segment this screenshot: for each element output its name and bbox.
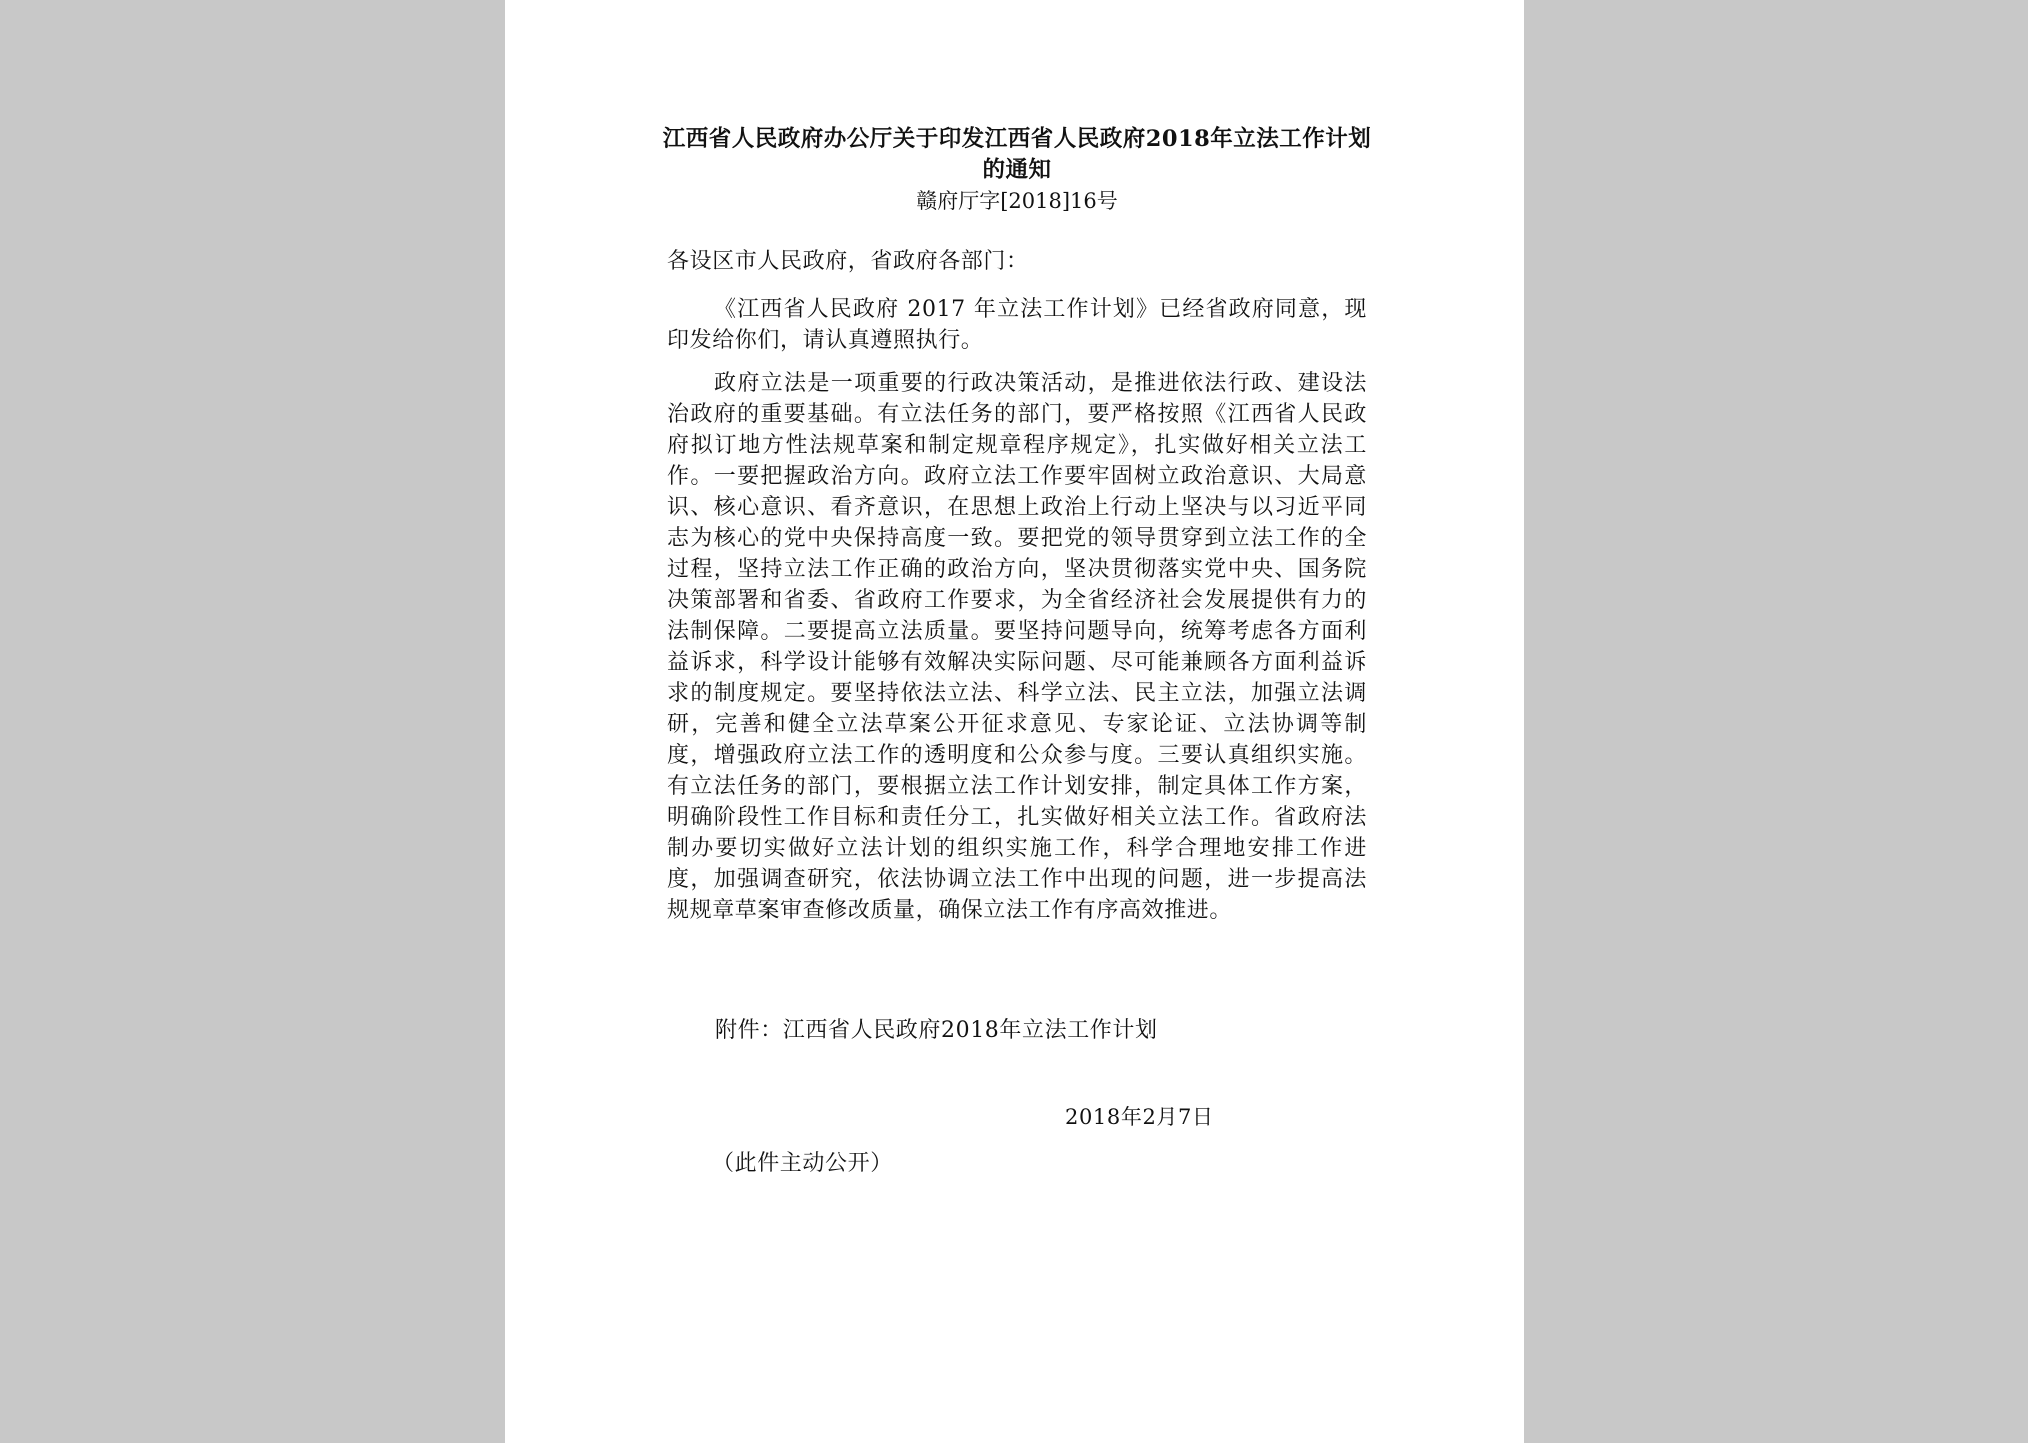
paragraph-2: 政府立法是一项重要的行政决策活动，是推进依法行政、建设法治政府的重要基础。有立法任务的部门，要严格按照《江西省人民政府拟订地方性法规草案和制定规章程序规定》，扎实做好相关立法工作。一要把握政治方向。政府立法工作要牢固树立政治意识、大局意识、核心意识、看齐意识，在思想上政治上行动上坚决与以习近平同志为核心的党中央保持高度一致。要把党的领导贯穿到立法工作的全过程，坚持立法工作正确的政治方向，坚决贯彻落实党中央、国务院决策部署和省委、省政府工作要求，为全省经济社会发展提供有力的法制保障。二要提高立法质量。要坚持问题导向，统筹考虑各方面利益诉求，科学设计能够有效解决实际问题、尽可能兼顾各方面利益诉求的制度规定。要坚持依法立法、科学立法、民主立法，加强立法调研，完善和健全立法草案公开征求意见、专家论证、立法协调等制度，增强政府立法工作的透明度和公众参与度。三要认真组织实施。有立法任务的部门，要根据立法工作计划安排，制定具体工作方案，明确阶段性工作目标和责任分工，扎实做好相关立法工作。省政府法制办要切实做好立法计划的组织实施工作，科学合理地安排工作进度，加强调查研究，依法协调立法工作中出现的问题，进一步提高法规规章草案审查修改质量，确保立法工作有序高效推进。 xyxy=(667,371,1367,923)
document-page xyxy=(505,0,1524,1443)
document-title: 江西省人民政府办公厅关于印发江西省人民政府2018年立法工作计划的通知 xyxy=(662,126,1372,183)
document-date xyxy=(1065,1102,1870,1133)
attachment-note: 附件：江西省人民政府2018年立法工作计划 xyxy=(715,1018,1158,1043)
paragraph-1: 《江西省人民政府 2017 年立法工作计划》已经省政府同意，现印发给你们，请认真遵照执行。 xyxy=(667,297,1367,353)
date-text: 2018年2月7日 xyxy=(1065,1105,1214,1129)
public-disclosure-note: （此件主动公开） xyxy=(712,1151,893,1176)
salutation: 各设区市人民政府，省政府各部门： xyxy=(667,249,1029,274)
document-number: 赣府厅字[2018]16号 xyxy=(916,189,1118,213)
